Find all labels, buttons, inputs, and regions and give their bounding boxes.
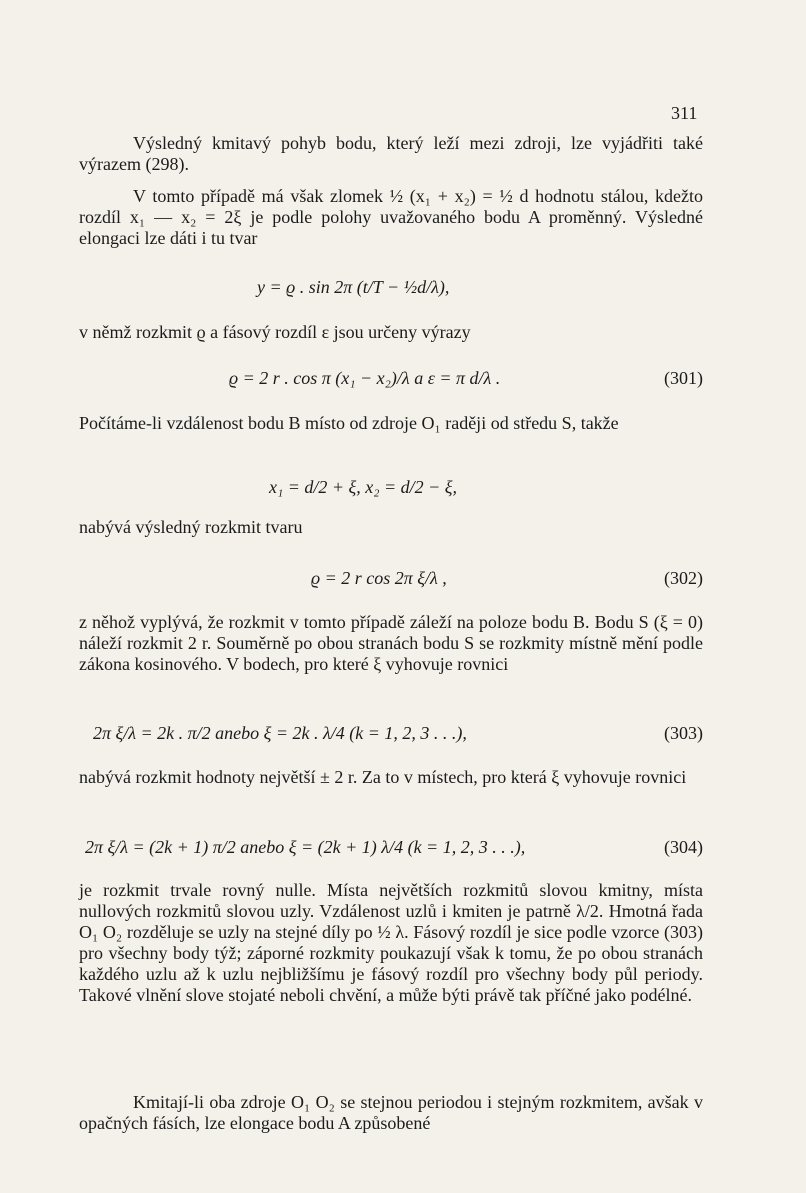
- equation-303-formula: 2π ξ/λ = 2k . π/2 anebo ξ = 2k . λ/4 (k = 1, 2, 3 . . .),: [93, 723, 467, 743]
- equation-302-number: (302): [664, 568, 703, 588]
- paragraph-9: Kmitají-li oba zdroje O₁ O₂ se stejnou periodou i stejným rozkmitem, avšak v opačných fásích, lze elongace bodu A způsobené: [79, 1092, 703, 1133]
- paragraph-4: Počítáme-li vzdálenost bodu B místo od zdroje O₁ raději od středu S, takže: [79, 413, 619, 433]
- paragraph-2: V tomto případě má však zlomek ½ (x₁ + x₂) = ½ d hodnotu stálou, kdežto rozdíl x₁ — x₂ = 2ξ je podle polohy uvažovaného bodu A proměnný. Výsledné elongaci lze dáti i tu tvar: [79, 186, 703, 248]
- equation-304: [79, 832, 703, 862]
- paragraph-7: nabývá rozkmit hodnoty největší ± 2 r. Za to v místech, pro která ξ vyhovuje rovnici: [79, 767, 687, 787]
- equation-positions: [79, 472, 703, 502]
- page-number: 311: [671, 103, 698, 123]
- paragraph-3: v němž rozkmit ϱ a fásový rozdíl ε jsou určeny výrazy: [79, 322, 471, 342]
- equation-301: [79, 363, 703, 393]
- equation-302-formula: ϱ = 2 r cos 2π ξ/λ ,: [311, 568, 447, 588]
- paragraph-5: nabývá výsledný rozkmit tvaru: [79, 517, 303, 537]
- equation-302: [79, 563, 703, 593]
- equation-304-formula: 2π ξ/λ = (2k + 1) π/2 anebo ξ = (2k + 1) λ/4 (k = 1, 2, 3 . . .),: [85, 837, 526, 857]
- equation-301-number: (301): [664, 368, 703, 388]
- equation-positions-formula: x₁ = d/2 + ξ, x₂ = d/2 − ξ,: [269, 477, 457, 497]
- paragraph-6: z něhož vyplývá, že rozkmit v tomto případě záleží na poloze bodu B. Bodu S (ξ = 0) náleží rozkmit 2 r. Souměrně po obou stranách bodu S se rozkmity místně mění podle zákona kosinového. V bodech, pro které ξ vyhovuje rovnici: [79, 612, 703, 674]
- equation-303: [79, 718, 703, 748]
- equation-304-number: (304): [664, 837, 703, 857]
- equation-303-number: (303): [664, 723, 703, 743]
- paragraph-8: je rozkmit trvale rovný nulle. Místa největších rozkmitů slovou kmitny, místa nullových rozkmitů slovou uzly. Vzdálenost uzlů i kmiten je patrně λ/2. Hmotná řada O₁ O₂ rozděluje se uzly na stejné díly po ½ λ. Fásový rozdíl je sice podle vzorce (303) pro všechny body týž; záporné rozkmity poukazují však k tomu, že po obou stranách každého uzlu až k uzlu nejbližšímu je fásový rozdíl pro všechny body půl periody. Takové vlnění slove stojaté neboli chvění, a může býti právě tak příčné jako podélné.: [79, 880, 703, 1005]
- equation-elongation-formula: y = ϱ . sin 2π (t/T − ½d/λ),: [257, 277, 450, 297]
- paragraph-1: Výsledný kmitavý pohyb bodu, který leží mezi zdroji, lze vyjádřiti také výrazem (298).: [79, 133, 703, 174]
- equation-elongation: [79, 272, 703, 302]
- equation-301-formula: ϱ = 2 r . cos π (x₁ − x₂)/λ a ε = π d/λ .: [229, 368, 501, 388]
